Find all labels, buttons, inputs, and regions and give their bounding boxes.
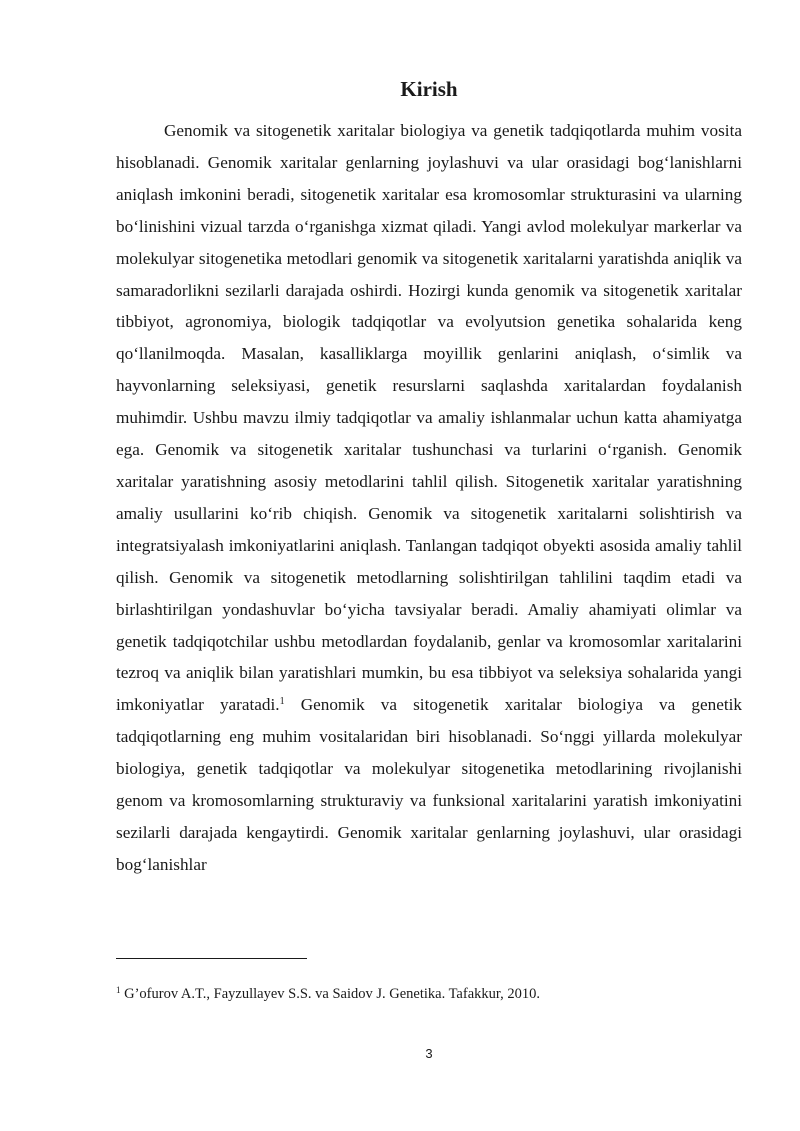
footnote-text: G’ofurov A.T., Fayzullayev S.S. va Saidov J. Genetika. Tafakkur, 2010. bbox=[120, 986, 541, 1002]
body-paragraph bbox=[116, 115, 742, 881]
footnote bbox=[116, 984, 742, 1004]
page-number: 3 bbox=[425, 1046, 433, 1061]
section-title: Kirish bbox=[400, 77, 458, 101]
body-text-part2: Genomik va sitogenetik xaritalar biologiya va genetik tadqiqotlarning eng muhim vositalaridan biri hisoblanadi. So‘nggi yillarda molekulyar biologiya, genetik tadqiqotlar va molekulyar sitogenetika metodlarining rivojlanishi genom va kromosomlarning strukturaviy va funksional xaritalarini yaratish imkoniyatini sezilarli darajada kengaytirdi. Genomik xaritalar genlarning joylashuvi, ular orasidagi bog‘lanishlar bbox=[116, 695, 742, 874]
body-text-part1: Genomik va sitogenetik xaritalar biologiya va genetik tadqiqotlarda muhim vosita hisoblanadi. Genomik xaritalar genlarning joylashuvi va ular orasidagi bog‘lanishlarni aniqlash imkonini beradi, sitogenetik xaritalar esa kromosomlar strukturasini va ularning bo‘linishini vizual tarzda o‘rganishga xizmat qiladi. Yangi avlod molekulyar markerlar va molekulyar sitogenetika metodlari genomik va sitogenetik xaritalarni yaratishda aniqlik va samaradorlikni sezilarli darajada oshirdi. Hozirgi kunda genomik va sitogenetik xaritalar tibbiyot, agronomiya, biologik tadqiqotlar va evolyutsion genetika sohalarida keng qo‘llanilmoqda. Masalan, kasalliklarga moyillik genlarini aniqlash, o‘simlik va hayvonlarning seleksiyasi, genetik resurslarni saqlashda xaritalardan foydalanish muhimdir. Ushbu mavzu ilmiy tadqiqotlar va amaliy ishlanmalar uchun katta ahamiyatga ega. Genomik va sitogenetik xaritalar tushunchasi va turlarini o‘rganish. Genomik xaritalar yaratishning asosiy metodlarini tahlil qilish. Sitogenetik xaritalar yaratishning amaliy usullarini ko‘rib chiqish. Genomik va sitogenetik xaritalarni solishtirish va integratsiyalash imkoniyatlarini aniqlash. Tanlangan tadqiqot obyekti asosida amaliy tahlil qilish. Genomik va sitogenetik metodlarning solishtirilgan tahlilini taqdim etadi va birlashtirilgan yondashuvlar bo‘yicha tavsiyalar beradi. Amaliy ahamiyati olimlar va genetik tadqiqotchilar ushbu metodlardan foydalanib, genlar va kromosomlar xaritalarini tezroq va aniqlik bilan yaratishlari mumkin, bu esa tibbiyot va seleksiya sohalarida yangi imkoniyatlar yaratadi. bbox=[116, 121, 742, 715]
footnote-reference[interactable]: 1 bbox=[279, 696, 285, 708]
footnote-number: 1 bbox=[116, 985, 121, 995]
footnote-separator bbox=[116, 958, 307, 959]
